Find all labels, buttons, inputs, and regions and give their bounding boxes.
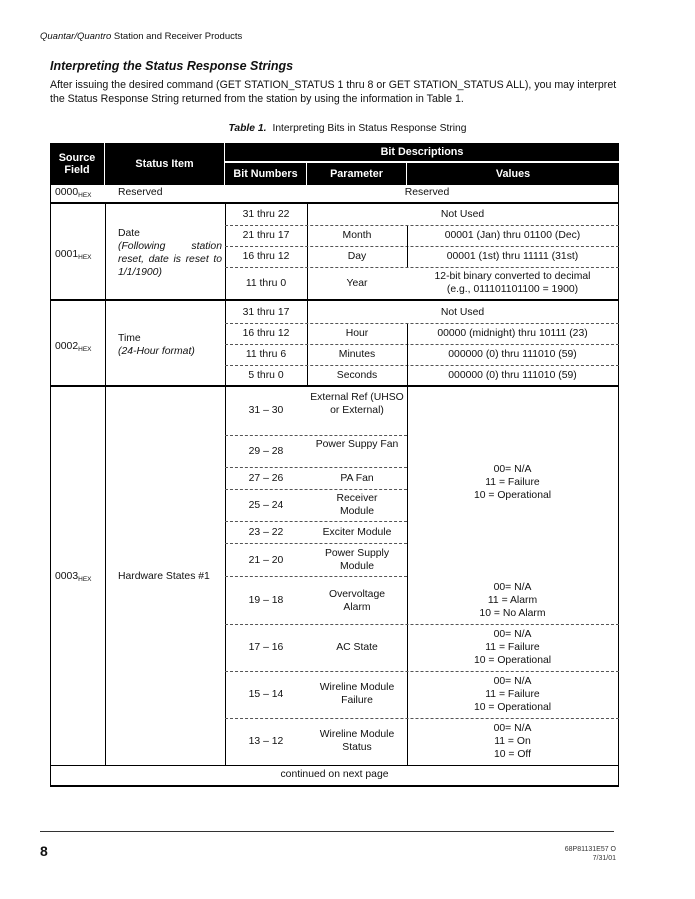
time-bits-1: 31 thru 17 [242, 307, 290, 318]
footer-rule [40, 831, 614, 832]
hw-bits-4: 25 – 24 [248, 500, 284, 511]
col-divider [105, 301, 106, 386]
time-bits-4: 5 thru 0 [248, 370, 284, 381]
hw-bits-6: 21 – 20 [248, 555, 284, 566]
field-0003: $0003_{HEX}$ [55, 571, 92, 583]
brand-rest: Station and Receiver Products [111, 31, 243, 42]
row-divider [225, 435, 407, 436]
reserved-item: Reserved [118, 187, 163, 198]
row-divider [225, 489, 407, 490]
time-item-title: Time [118, 333, 141, 344]
row-separator [50, 765, 619, 766]
caption-text: Interpreting Bits in Status Response String [272, 123, 467, 134]
row-divider [225, 624, 619, 625]
hw-values-ac: 00= N/A 11 = Failure 10 = Operational [473, 629, 552, 666]
time-bits-2: 16 thru 12 [242, 328, 290, 339]
time-param-minutes: Minutes [338, 349, 376, 360]
date-value-4: 12-bit binary converted to decimal [434, 271, 591, 282]
row-divider [225, 344, 619, 345]
table-bottom-border [50, 785, 619, 787]
row-divider [225, 521, 407, 522]
col-divider [407, 226, 408, 267]
hw-bits-10: 13 – 12 [248, 736, 284, 747]
date-param-year: Year [346, 278, 368, 289]
hw-param-5: Exciter Module [322, 527, 392, 538]
time-param-hour: Hour [345, 328, 369, 339]
row-divider [225, 365, 619, 366]
date-item-title: Date [118, 228, 140, 239]
hw-values-group: 00= N/A 11 = Failure 10 = Operational [473, 464, 552, 501]
hw-param-2: Power Suppy Fan [315, 439, 399, 450]
col-divider [105, 387, 106, 765]
intro-paragraph: After issuing the desired command (GET STATION_STATUS 1 thru 8 or GET STATION_STATUS ALL), you may interpret the Status Response String returned from the station by using the information in Table 1. [50, 79, 617, 105]
date-param-day: Day [347, 251, 367, 262]
time-bits-3: 11 thru 6 [245, 349, 287, 360]
header-bit-descriptions: Bit Descriptions [225, 143, 619, 161]
row-separator [50, 202, 619, 204]
date-bits-1: 31 thru 22 [242, 209, 290, 220]
table-left-border [50, 185, 51, 786]
hw-param-6: Power Supply Module [324, 548, 390, 572]
time-value-3: 000000 (0) thru 111010 (59) [448, 349, 577, 360]
header-bit-numbers: Bit Numbers [225, 163, 306, 185]
row-divider [225, 467, 407, 468]
hw-values-alarm: 00= N/A 11 = Alarm 10 = No Alarm [479, 582, 546, 619]
row-divider [225, 225, 619, 226]
row-separator [50, 385, 619, 387]
row-divider [225, 543, 407, 544]
hw-param-10: Wireline Module Status [319, 729, 395, 753]
row-divider [225, 267, 619, 268]
hw-bits-1: 31 – 30 [248, 405, 284, 416]
time-item-note: (24-Hour format) [118, 346, 195, 357]
header-status-item: Status Item [105, 143, 224, 185]
hw-param-4: Receiver Module [336, 493, 378, 517]
row-divider [225, 718, 619, 719]
time-value-1: Not Used [440, 307, 485, 318]
time-value-2: 00000 (midnight) thru 10111 (23) [437, 328, 588, 339]
date-value-4b: (e.g., 011101101100 = 1900) [446, 284, 579, 295]
row-separator [50, 299, 619, 301]
hw-bits-9: 15 – 14 [248, 689, 284, 700]
hw-bits-7: 19 – 18 [248, 595, 284, 606]
date-param-month: Month [342, 230, 372, 241]
time-value-4: 000000 (0) thru 111010 (59) [448, 370, 577, 381]
header-values: Values [407, 163, 619, 185]
row-divider [225, 246, 619, 247]
header-source-field: Source Field [50, 143, 104, 185]
hw-bits-3: 27 – 26 [248, 473, 284, 484]
section-title: Interpreting the Status Response Strings [50, 59, 294, 73]
date-item-note: (Following station reset, date is reset to 1/1/1900) [118, 241, 222, 278]
header-parameter: Parameter [307, 163, 406, 185]
row-divider [225, 576, 407, 577]
col-divider [105, 204, 106, 299]
col-divider [407, 324, 408, 386]
row-divider [225, 323, 619, 324]
table-caption [0, 123, 695, 134]
continued-note: continued on next page [280, 769, 389, 780]
hw-bits-5: 23 – 22 [248, 527, 284, 538]
hw-param-8: AC State [336, 642, 378, 653]
hw-values-wireline-status: 00= N/A 11 = On 10 = Off [493, 723, 532, 760]
caption-label: Table 1. [228, 123, 267, 134]
date-value-1: Not Used [440, 209, 485, 220]
doc-number: 68P81131E57 O 7/31/01 [564, 846, 616, 862]
reserved-value: Reserved [404, 187, 450, 198]
date-bits-4: 11 thru 0 [245, 278, 287, 289]
hw-values-wireline-failure: 00= N/A 11 = Failure 10 = Operational [473, 676, 552, 713]
hw-param-9: Wireline Module Failure [319, 682, 395, 706]
date-bits-3: 16 thru 12 [242, 251, 290, 262]
row-divider [225, 671, 619, 672]
date-value-2: 00001 (Jan) thru 01100 (Dec) [444, 230, 581, 241]
hw-bits-8: 17 – 16 [248, 642, 284, 653]
page-number: 8 [40, 843, 48, 859]
running-header [40, 31, 242, 42]
hw-param-1: External Ref (UHSO or External) [310, 392, 404, 416]
brand-name: Quantar/Quantro [40, 31, 112, 42]
date-value-3: 00001 (1st) thru 11111 (31st) [446, 251, 579, 262]
field-0002: $0002_{HEX}$ [55, 341, 92, 353]
hw-param-3: PA Fan [340, 473, 374, 484]
date-bits-2: 21 thru 17 [242, 230, 290, 241]
hardware-item: Hardware States #1 [118, 571, 210, 582]
hw-bits-2: 29 – 28 [248, 446, 284, 457]
field-0001: $0001_{HEX}$ [55, 249, 92, 261]
table-right-border [618, 185, 619, 786]
time-param-seconds: Seconds [336, 370, 378, 381]
field-0000: $0000_{HEX}$ [55, 187, 92, 199]
hw-param-7: Overvoltage Alarm [328, 589, 386, 613]
